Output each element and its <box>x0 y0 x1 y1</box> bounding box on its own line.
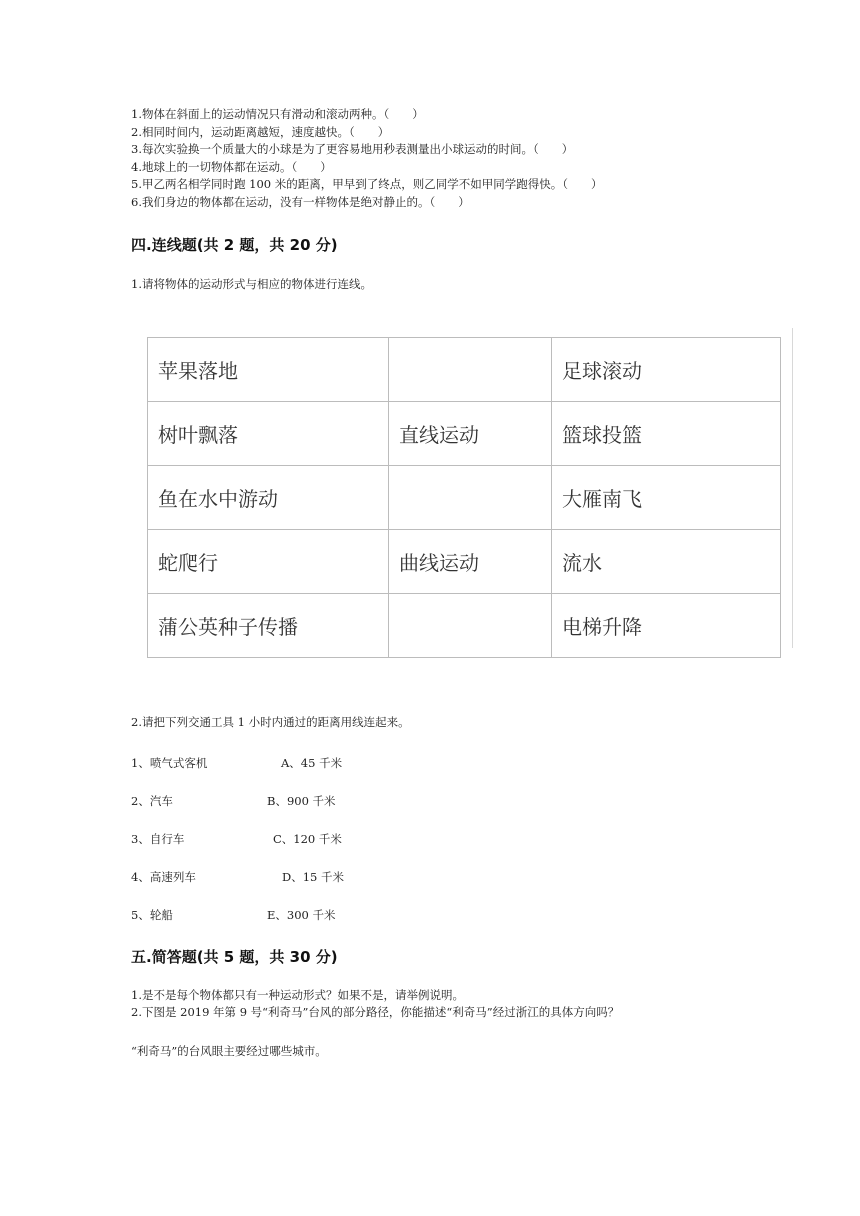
distance-label: B、900 千米 <box>267 794 336 808</box>
table-cell: 蛇爬行 <box>148 530 389 594</box>
table-cell: 电梯升降 <box>552 594 781 658</box>
table-cell: 直线运动 <box>389 402 552 466</box>
motion-matching-table <box>147 337 781 658</box>
table-row <box>148 530 781 594</box>
table-cell: 树叶飘落 <box>148 402 389 466</box>
distance-label: C、120 千米 <box>273 832 342 846</box>
vehicle-label: 2、汽车 <box>131 794 173 808</box>
vehicle-distance-pair <box>131 755 343 771</box>
section-4-title: 四.连线题(共 2 题，共 20 分) <box>131 236 338 254</box>
tf-question-3: 3.每次实验换一个质量大的小球是为了更容易地用秒表测量出小球运动的时间。（ ） <box>131 142 574 156</box>
vehicle-distance-pair <box>131 869 345 885</box>
tf-question-1: 1.物体在斜面上的运动情况只有滑动和滚动两种。（ ） <box>131 107 424 121</box>
matching-question-2: 2.请把下列交通工具 1 小时内通过的距离用线连起来。 <box>131 715 410 729</box>
matching-question-1: 1.请将物体的运动形式与相应的物体进行连线。 <box>131 277 372 291</box>
vehicle-distance-pair <box>131 907 336 923</box>
section-5-title: 五.简答题(共 5 题，共 30 分) <box>131 948 338 966</box>
table-cell <box>389 338 552 402</box>
distance-label: D、15 千米 <box>282 870 345 884</box>
table-row <box>148 402 781 466</box>
distance-label: A、45 千米 <box>281 756 343 770</box>
vehicle-label: 5、轮船 <box>131 908 173 922</box>
table-row <box>148 594 781 658</box>
table-row <box>148 338 781 402</box>
table-cell <box>389 466 552 530</box>
tf-question-4: 4.地球上的一切物体都在运动。（ ） <box>131 159 332 174</box>
table-cell: 足球滚动 <box>552 338 781 402</box>
table-cell: 苹果落地 <box>148 338 389 402</box>
table-cell: 流水 <box>552 530 781 594</box>
distance-label: E、300 千米 <box>267 908 336 922</box>
vehicle-distance-pair <box>131 793 336 809</box>
vehicle-label: 3、自行车 <box>131 832 185 846</box>
table-cell <box>389 594 552 658</box>
short-answer-question-2: 2.下图是 2019 年第 9 号“利奇马”台风的部分路径，你能描述“利奇马”经过浙江的具体方向吗？ <box>131 1005 620 1019</box>
table-cell: 鱼在水中游动 <box>148 466 389 530</box>
tf-question-2: 2.相同时间内，运动距离越短，速度越快。（ ） <box>131 124 390 139</box>
tf-question-6: 6.我们身边的物体都在运动，没有一样物体是绝对静止的。（ ） <box>131 194 470 209</box>
table-row <box>148 466 781 530</box>
short-answer-question-2-sub: “利奇马”的台风眼主要经过哪些城市。 <box>131 1044 327 1058</box>
true-false-questions <box>131 106 771 211</box>
table-cell: 大雁南飞 <box>552 466 781 530</box>
table-cell: 曲线运动 <box>389 530 552 594</box>
image-edge-divider <box>792 328 793 648</box>
short-answer-question-1: 1.是不是每个物体都只有一种运动形式？如果不是，请举例说明。 <box>131 988 464 1002</box>
table-cell: 蒲公英种子传播 <box>148 594 389 658</box>
vehicle-distance-pair <box>131 831 342 847</box>
vehicle-label: 1、喷气式客机 <box>131 756 208 770</box>
vehicle-label: 4、高速列车 <box>131 870 196 884</box>
tf-question-5: 5.甲乙两名相学同时跑 100 米的距离，甲早到了终点，则乙同学不如甲同学跑得快。（ ） <box>131 177 603 191</box>
table-cell: 篮球投篮 <box>552 402 781 466</box>
